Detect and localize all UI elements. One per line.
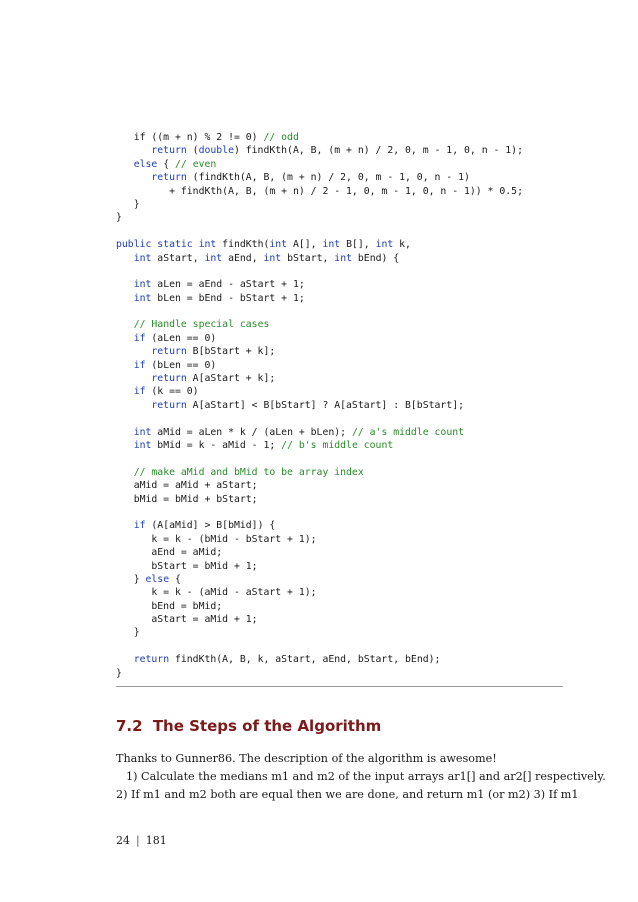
code-keyword: double xyxy=(198,145,234,157)
code-comment: // make aMid and bMid to be array index xyxy=(133,466,364,478)
code-text xyxy=(116,333,134,344)
code-line xyxy=(116,506,564,519)
code-text: B[bStart + k]; xyxy=(186,346,276,358)
code-text xyxy=(116,279,134,290)
code-line xyxy=(116,372,564,385)
code-text xyxy=(116,360,134,371)
code-text xyxy=(116,654,134,665)
code-block-divider xyxy=(116,686,563,687)
section-heading xyxy=(116,717,381,735)
code-text xyxy=(116,346,151,357)
code-line xyxy=(116,560,564,573)
code-line xyxy=(116,131,564,144)
paragraph: Thanks to Gunner86. The description of the algorithm is awesome! xyxy=(116,752,497,765)
code-text: A[aStart + k]; xyxy=(186,373,276,385)
code-text xyxy=(116,467,134,478)
paragraph: 2) If m1 and m2 both are equal then we are done, and return m1 (or m2) 3) If m1 xyxy=(116,788,579,801)
code-text: bLen = bEnd - bStart + 1; xyxy=(151,292,305,304)
code-text: findKth( xyxy=(216,239,270,251)
code-text: (k == 0) xyxy=(145,386,199,398)
code-comment: // a's middle count xyxy=(351,426,465,438)
body-text xyxy=(116,750,606,804)
code-line xyxy=(116,238,564,251)
code-keyword: return xyxy=(151,346,187,358)
code-text: (bLen == 0) xyxy=(145,359,217,371)
code-text: aStart, xyxy=(151,252,205,264)
code-text xyxy=(116,293,134,304)
code-line xyxy=(116,573,564,586)
code-text: } xyxy=(116,212,122,224)
code-keyword: if xyxy=(133,359,146,371)
code-text: { xyxy=(157,158,175,170)
code-text: ) findKth(A, B, (m + n) / 2, 0, m - 1, 0, n - 1); xyxy=(233,145,523,157)
total-pages: 181 xyxy=(145,834,167,847)
code-text: bStart = bMid + 1; xyxy=(116,560,258,572)
code-line xyxy=(116,278,564,291)
code-text: } xyxy=(116,573,146,585)
code-line xyxy=(116,586,564,599)
code-text: bMid = bMid + bStart; xyxy=(116,493,258,505)
code-text: bStart, xyxy=(281,252,335,264)
code-text: ( xyxy=(186,145,199,157)
code-line xyxy=(116,225,564,238)
code-line xyxy=(116,600,564,613)
code-line xyxy=(116,144,564,157)
page-footer xyxy=(116,834,167,847)
code-text: aMid = aMid + aStart; xyxy=(116,480,258,492)
section-number: 7.2 xyxy=(116,717,143,735)
code-text xyxy=(116,440,134,451)
code-keyword: int xyxy=(375,239,394,251)
code-text: A[], xyxy=(287,239,323,251)
code-line xyxy=(116,412,564,425)
paragraph: 1) Calculate the medians m1 and m2 of the input arrays ar1[] and ar2[] respectively. xyxy=(126,770,606,783)
code-keyword: else xyxy=(145,573,170,585)
code-line xyxy=(116,171,564,184)
code-text: bMid = k - aMid - 1; xyxy=(151,439,282,451)
code-line xyxy=(116,626,564,639)
code-keyword: int xyxy=(133,426,152,438)
code-line xyxy=(116,452,564,465)
code-keyword: int xyxy=(133,439,152,451)
code-text xyxy=(116,400,151,411)
code-line xyxy=(116,252,564,265)
code-keyword: int xyxy=(133,252,152,264)
code-keyword: int xyxy=(269,239,288,251)
code-text: if ((m + n) % 2 != 0) xyxy=(116,132,264,143)
code-text: } xyxy=(116,627,140,639)
code-keyword: return xyxy=(151,172,187,184)
code-keyword: return xyxy=(151,145,187,157)
code-line xyxy=(116,466,564,479)
code-text: aEnd, xyxy=(222,252,264,264)
code-text: { xyxy=(169,573,181,585)
code-line xyxy=(116,185,564,198)
code-line xyxy=(116,292,564,305)
code-text: } xyxy=(116,667,122,679)
code-keyword: int xyxy=(204,252,223,264)
code-text xyxy=(116,159,134,170)
code-line xyxy=(116,533,564,546)
page-separator: | xyxy=(136,834,140,847)
code-line xyxy=(116,667,564,680)
code-keyword: int xyxy=(322,239,341,251)
code-text: bEnd = bMid; xyxy=(116,600,223,612)
code-line xyxy=(116,385,564,398)
code-text: B[], xyxy=(340,239,376,251)
code-keyword: if xyxy=(133,332,146,344)
code-line xyxy=(116,426,564,439)
code-line xyxy=(116,265,564,278)
code-keyword: int xyxy=(133,292,152,304)
code-text: (findKth(A, B, (m + n) / 2, 0, m - 1, 0, n - 1) xyxy=(186,172,470,184)
code-text: bEnd) { xyxy=(352,252,400,264)
code-text xyxy=(116,373,151,384)
code-text: findKth(A, B, k, aStart, aEnd, bStart, bEnd); xyxy=(169,654,441,666)
code-text xyxy=(116,319,134,330)
code-text xyxy=(116,427,134,438)
code-comment: // b's middle count xyxy=(281,439,394,451)
code-keyword: public static int xyxy=(116,239,217,251)
code-text xyxy=(116,145,151,156)
code-block xyxy=(116,131,564,680)
code-text: (aLen == 0) xyxy=(145,332,217,344)
code-keyword: else xyxy=(133,158,158,170)
code-text xyxy=(116,172,151,183)
code-line xyxy=(116,546,564,559)
code-line xyxy=(116,345,564,358)
code-line xyxy=(116,493,564,506)
section-title: The Steps of the Algorithm xyxy=(152,717,382,735)
code-text: k, xyxy=(393,239,411,251)
code-text xyxy=(116,386,134,397)
code-text: (A[aMid] > B[bMid]) { xyxy=(145,520,276,532)
code-text: k = k - (bMid - bStart + 1); xyxy=(116,533,317,545)
code-text: k = k - (aMid - aStart + 1); xyxy=(116,587,317,599)
code-text: A[aStart] < B[bStart] ? A[aStart] : B[bStart]; xyxy=(186,399,464,411)
code-keyword: if xyxy=(133,520,146,532)
code-line xyxy=(116,640,564,653)
code-line xyxy=(116,479,564,492)
code-comment: // odd xyxy=(263,132,299,143)
code-text xyxy=(116,253,134,264)
code-text: } xyxy=(116,198,140,210)
code-text: aEnd = aMid; xyxy=(116,547,223,559)
code-line xyxy=(116,653,564,666)
code-line xyxy=(116,198,564,211)
code-text: aStart = aMid + 1; xyxy=(116,614,258,626)
code-keyword: int xyxy=(263,252,282,264)
code-line xyxy=(116,211,564,224)
code-line xyxy=(116,613,564,626)
code-text: aLen = aEnd - aStart + 1; xyxy=(151,279,305,291)
code-keyword: return xyxy=(151,373,187,385)
code-keyword: return xyxy=(151,399,187,411)
code-line xyxy=(116,439,564,452)
code-comment: // Handle special cases xyxy=(133,319,270,331)
code-text: + findKth(A, B, (m + n) / 2 - 1, 0, m - 1, 0, n - 1)) * 0.5; xyxy=(116,185,523,197)
code-comment: // even xyxy=(175,158,217,170)
code-line xyxy=(116,399,564,412)
code-keyword: if xyxy=(133,386,146,398)
code-line xyxy=(116,318,564,331)
page-number: 24 xyxy=(116,834,130,847)
code-keyword: int xyxy=(334,252,352,264)
code-line xyxy=(116,332,564,345)
code-line xyxy=(116,519,564,532)
code-text xyxy=(116,520,134,531)
code-text: aMid = aLen * k / (aLen + bLen); xyxy=(151,426,352,438)
code-line xyxy=(116,158,564,171)
code-line xyxy=(116,305,564,318)
code-keyword: return xyxy=(133,654,170,666)
code-line xyxy=(116,359,564,372)
code-keyword: int xyxy=(133,279,152,291)
